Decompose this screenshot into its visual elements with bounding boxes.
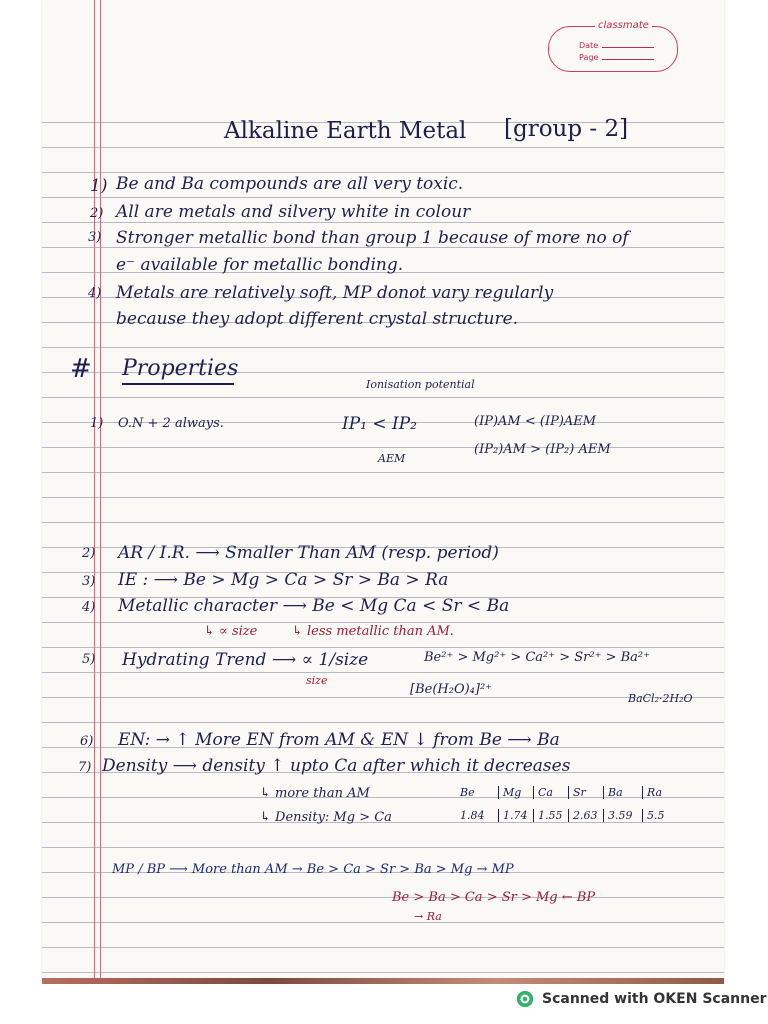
density-val-ra: 5.5 (642, 809, 677, 822)
prop-3-num: 3) (82, 574, 96, 589)
density-table-values (460, 809, 700, 822)
hydrate-example: BaCl₂·2H₂O (628, 692, 693, 705)
density-val-ca: 1.55 (533, 809, 568, 822)
point-2-text: All are metals and silvery white in colour (116, 202, 471, 222)
ip-relation-2: (IP₂)AM > (IP₂) AEM (474, 442, 611, 457)
prop-5-num: 5) (82, 652, 96, 667)
density-head-ca: Ca (533, 786, 568, 799)
hydration-series: Be²⁺ > Mg²⁺ > Ca²⁺ > Sr²⁺ > Ba²⁺ (424, 650, 650, 665)
density-head-mg: Mg (498, 786, 533, 799)
notebook-page (42, 0, 724, 982)
density-val-sr: 2.63 (568, 809, 603, 822)
density-val-ba: 3.59 (603, 809, 642, 822)
density-val-be: 1.84 (460, 809, 485, 822)
section-hash: # (70, 354, 92, 384)
prop-1-num: 1) (90, 416, 104, 431)
density-head-sr: Sr (568, 786, 603, 799)
density-table (460, 786, 700, 822)
scanner-watermark (516, 990, 767, 1008)
density-table-header (460, 786, 700, 799)
prop-4-sub-1: ↳ ∝ size (204, 624, 258, 639)
date-label: Date (579, 41, 599, 50)
ip-annotation: Ionisation potential (366, 378, 475, 391)
prop-2-num: 2) (82, 546, 96, 561)
mp-bp-line-1: MP / BP ⟶ More than AM → Be > Ca > Sr > Ba > Mg → MP (112, 862, 514, 877)
prop-7-sub-2: ↳ Density: Mg > Ca (260, 810, 392, 825)
classmate-badge (548, 20, 678, 72)
prop-4-text: Metallic character ⟶ Be < Mg Ca < Sr < Ba (118, 596, 510, 616)
density-head-ra: Ra (642, 786, 677, 799)
prop-7-num: 7) (78, 760, 92, 775)
point-1-text: Be and Ba compounds are all very toxic. (116, 174, 464, 194)
density-head-ba: Ba (603, 786, 642, 799)
prop-7-sub-1: ↳ more than AM (260, 786, 370, 801)
mp-bp-line-2-sub: → Ra (414, 910, 442, 923)
page-bottom-edge (42, 978, 724, 984)
point-3-continuation: e⁻ available for metallic bonding. (116, 255, 404, 275)
prop-2-text: AR / I.R. ⟶ Smaller Than AM (resp. period) (118, 543, 499, 563)
point-2-num: 2) (90, 206, 104, 221)
hydration-complex: [Be(H₂O)₄]²⁺ (410, 682, 493, 697)
point-4-text: Metals are relatively soft, MP donot vary regularly (116, 283, 554, 303)
prop-3-text: IE : ⟶ Be > Mg > Ca > Sr > Ba > Ra (118, 570, 449, 590)
prop-4-num: 4) (82, 600, 96, 615)
ip-relation-1: (IP)AM < (IP)AEM (474, 414, 597, 429)
ip-compare-sub: AEM (378, 452, 406, 465)
prop-5-text: Hydrating Trend ⟶ ∝ 1/size (122, 650, 369, 670)
density-val-mg: 1.74 (498, 809, 533, 822)
point-4-continuation: because they adopt different crystal structure. (116, 309, 519, 329)
point-3-text: Stronger metallic bond than group 1 because of more no of (116, 228, 629, 248)
point-3-num: 3) (88, 230, 102, 245)
scanner-text: Scanned with OKEN Scanner (542, 991, 767, 1007)
page-label: Page (579, 53, 599, 62)
group-label: [group - 2] (504, 116, 629, 142)
mp-bp-line-2: Be > Ba > Ca > Sr > Mg ← BP (392, 890, 596, 905)
point-4-num: 4) (88, 286, 102, 301)
prop-6-text: EN: → ↑ More EN from AM & EN ↓ from Be ⟶ Ba (118, 730, 560, 750)
brand-label: classmate (595, 20, 652, 31)
margin-line-right (100, 0, 101, 982)
prop-6-num: 6) (80, 734, 94, 749)
margin-line-left (94, 0, 95, 982)
density-head-be: Be (460, 786, 475, 799)
scanner-icon (516, 990, 534, 1008)
prop-7-text: Density ⟶ density ↑ upto Ca after which it decreases (102, 756, 571, 776)
page-title: Alkaline Earth Metal (224, 118, 467, 144)
prop-4-sub-2: ↳ less metallic than AM. (292, 624, 454, 639)
properties-heading: Properties (122, 356, 239, 381)
ip-compare: IP₁ < IP₂ (342, 414, 417, 434)
point-1-num: 1) (90, 176, 108, 196)
prop-5-size-label: size (306, 674, 328, 687)
page-row (579, 53, 654, 62)
heading-underline (122, 383, 234, 385)
date-row (579, 41, 654, 50)
prop-1-text: O.N + 2 always. (118, 416, 224, 431)
